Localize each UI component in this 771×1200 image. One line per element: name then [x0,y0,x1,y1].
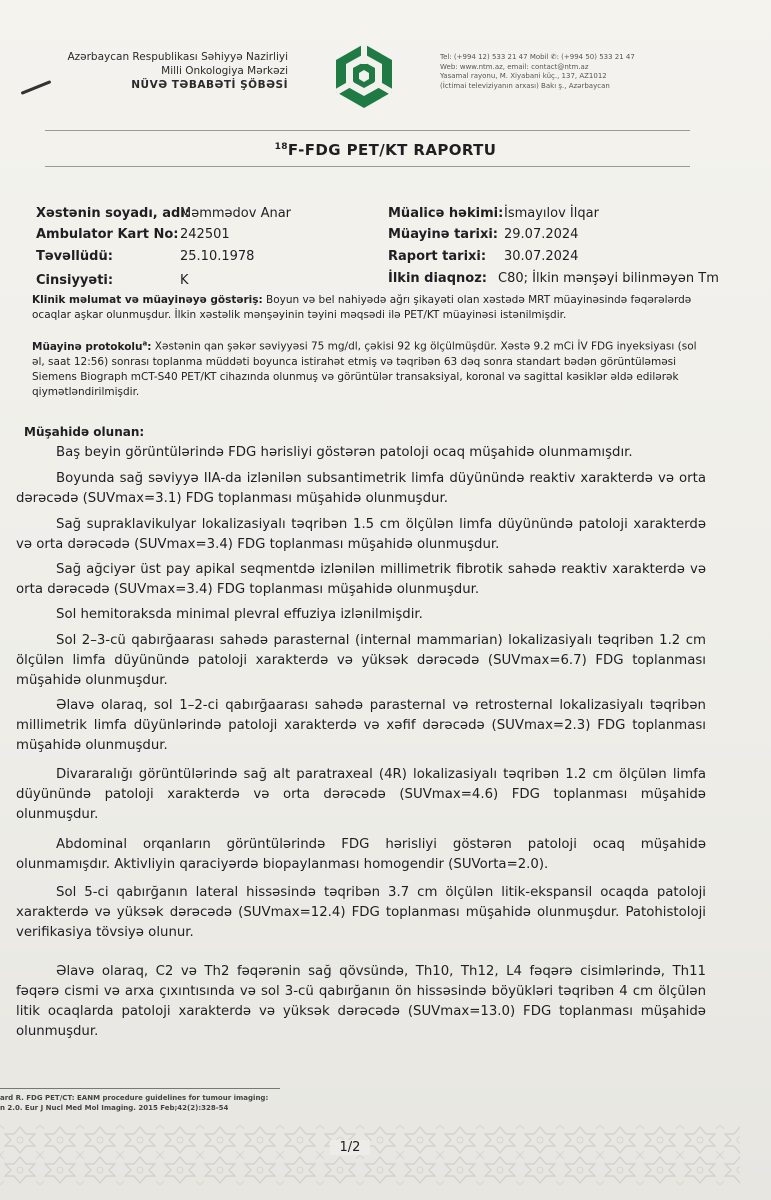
finding-paragraph: Abdominal orqanların görüntülərində FDG hərisliyi göstərən patoloji ocaq müşahidə olunmamışdır. Aktivliyin qaraciyərdə biopaylanması homogendir (SUVorta=2.0). [16,837,706,872]
contact-line: Tel: (+994 12) 533 21 47 Mobil ✆: (+994 50) 533 21 47 [440,53,635,61]
exam-protocol [32,336,702,400]
diagnosis-label: İlkin diaqnoz: [388,271,487,286]
clinical-text: Boyun və bel nahiyədə ağrı şikayəti olan xəstədə MRT müayinəsində fəqərələrdə ocaqlar aşkar olunmuşdur. İlkin xəstəlik mənşəyinin təyini məqsədi ilə PET/KT müayinəsi istənilmişdir. [32,294,692,321]
finding-paragraph: Sol hemitoraksda minimal plevral effuziya izlənilmişdir. [56,607,423,622]
green-hexagon-logo-icon [328,40,400,112]
contact-line: Web: www.ntm.az, email: contact@ntm.az [440,62,589,71]
clinical-info [32,293,702,323]
footnote-divider [0,1088,280,1089]
diagnosis-row [388,271,719,286]
card-label: Ambulator Kart No: [36,227,179,242]
diagnosis-value: C80; İlkin mənşəyi bilinməyən Tm [498,271,719,286]
findings-heading: Müşahidə olunan: [24,425,145,439]
doctor-row [388,206,599,221]
report-date: 30.07.2024 [504,249,579,264]
ministry-name: Azərbaycan Respublikası Səhiyyə Nazirliyi [67,51,288,63]
divider [45,166,690,167]
footnote-line: n 2.0. Eur J Nucl Med Mol Imaging. 2015 Feb;42(2):328-54 [0,1104,229,1112]
sex-row [36,273,189,288]
ornament-pattern [0,1125,740,1185]
finding-paragraph: Əlavə olaraq, sol 1–2-ci qabırğaarası sahədə parasternal və retrosternal lokalizasiyalı təqribən millimetrik limfa düyünlərində patoloji xarakterdə və xəfif dərəcədə (SUVmax=2.3) FDG toplanması müşahidə olunmuşdur. [16,698,706,753]
finding-paragraph: Boyunda sağ səviyyə IIA-da izlənilən subsantimetrik limfa düyünündə reaktiv xarakterdə və orta dərəcədə (SUVmax=3.1) FDG toplanması müşahidə olunmuşdur. [16,471,706,506]
finding-paragraph: Baş beyin görüntülərində FDG hərisliyi göstərən patoloji ocaq müşahidə olunmamışdır. [56,445,633,460]
sex-label: Cinsiyyəti: [36,273,114,288]
report-date-label: Raport tarixi: [388,249,487,264]
center-name: Milli Onkologiya Mərkəzi [161,65,288,77]
doctor-name: İsmayılov İlqar [504,206,599,221]
finding-paragraph: Əlavə olaraq, C2 və Th2 fəqərənin sağ qövsündə, Th10, Th12, L4 fəqərə cisimlərində, Th11 fəqərə cismi və arxa çıxıntısında və sol 3-cü qabırğanın ön hissəsində böyükləri təqribən 4 cm ölçülən litik ocaqlarda patoloji xarakterdə və yüksək dərəcədə (SUVmax=13.0) FDG toplanması müşahidə olunmuşdur. [16,964,706,1039]
protocol-label: Müayinə protokolu$^a$: [32,339,152,353]
exam-date-row [388,227,579,242]
doctor-label: Müalicə həkimi: [388,206,504,221]
clinical-label: Klinik məlumat və müayinəyə göstəriş: [32,294,263,306]
footnote [0,1093,300,1113]
finding-paragraph: Sağ supraklavikulyar lokalizasiyalı təqribən 1.5 cm ölçülən limfa düyünündə patoloji xarakterdə və orta dərəcədə (SUVmax=3.4) FDG toplanması müşahidə olunmuşdur. [16,517,706,552]
isotope-number: 18 [274,142,288,152]
contact-line: Yasamal rayonu, M. Xiyabani küç., 137, AZ1012 [440,72,607,80]
report-title [0,141,771,159]
protocol-label-text: Müayinə protokolu [32,340,143,353]
finding-paragraph: Sağ ağciyər üst pay apikal seqmentdə izlənilən millimetrik fibrotik sahədə reaktiv xarakterdə və orta dərəcədə (SUVmax=3.4) FDG toplanması müşahidə olunmuşdur. [16,562,706,597]
sex-value: K [180,273,189,288]
exam-date: 29.07.2024 [504,227,579,242]
card-row [36,227,230,242]
report-title-text: F-FDG PET/KT RAPORTU [287,141,497,159]
report-date-row [388,249,579,264]
finding-paragraph: Divararalığı görüntülərində sağ alt paratraxeal (4R) lokalizasiyalı təqribən 1.2 cm ölçülən limfa düyünündə patoloji xarakterdə və orta dərəcədə (SUVmax=4.6) FDG toplanması müşahidə olunmuşdur. [16,767,706,822]
contact-info [440,53,750,91]
exam-date-label: Müayinə tarixi: [388,227,498,242]
footnote-line: ard R. FDG PET/CT: EANM procedure guidelines for tumour imaging: [0,1094,269,1102]
contact-line: (İctimai televiziyanın arxası) Bakı ş., Azərbaycan [440,81,610,90]
protocol-text: Xəstənin qan şəkər səviyyəsi 75 mg/dl, çəkisi 92 kg ölçülmüşdür. Xəstə 9.2 mCi İV FDG inyeksiyası (sol əl, saat 12:56) sonrası toplanma müddəti boyunca istirahət etmiş və təqribən 63 dəq sonra standart bədən görüntüləməsi Siemens Biograph mCT-S40 PET/KT cihazında olunmuş və görüntülər transaksiyal, koronal və sagittal kəsiklər əldə edilərək qiymətləndirilmişdir. [32,340,697,398]
dob-label: Təvəllüdü: [36,249,113,264]
patient-name-row [36,206,292,221]
finding-paragraph: Sol 5-ci qabırğanın lateral hissəsində təqribən 3.7 cm ölçülən litik-ekspansil ocaqda patoloji xarakterdə və yüksək dərəcədə (SUVmax=12.4) FDG toplanması müşahidə olunmuşdur. Patohistoloji verifikasiya tövsiyə olunur. [16,885,706,940]
dob-value: 25.10.1978 [180,249,255,264]
institution-header [40,50,288,92]
page-number: 1/2 [330,1140,370,1155]
protocol-ref: a [142,339,148,347]
department-name: NÜVƏ TƏBABƏTİ ŞÖBƏSİ [131,79,288,91]
divider [45,130,690,131]
patient-name: Məmmədov Anar [180,206,292,221]
patient-name-label: Xəstənin soyadı, adı: [36,206,190,221]
card-number: 242501 [180,227,230,242]
dob-row [36,249,255,264]
finding-paragraph: Sol 2–3-cü qabırğaarası sahədə parasternal (internal mammarian) lokalizasiyalı təqribən 1.2 cm ölçülən limfa düyünündə patoloji xarakterdə və yüksək dərəcədə (SUVmax=6.7) FDG toplanması müşahidə olunmuşdur. [16,633,706,688]
